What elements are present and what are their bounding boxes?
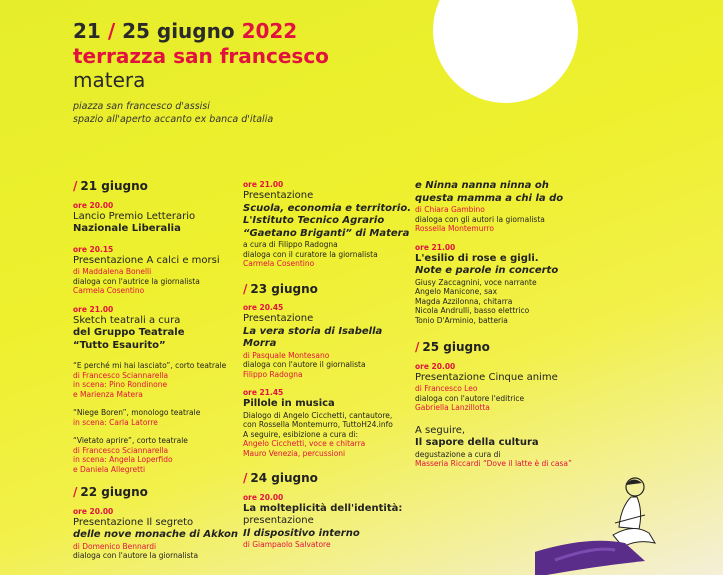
program-item: ore 21.45 Pillole in musica Dialogo di Angelo Cicchetti, cantautore, con Rossella Montemurro, TuttoH24.info A seguire, esibizione a cura di: Angelo Cicchetti, voce e chitarra Mauro Venezia, percussioni <box>243 388 393 458</box>
city-name: matera <box>73 68 146 92</box>
address: piazza san francesco d'assisi spazio all'aperto accanto ex banca d'italia <box>73 101 274 125</box>
day-heading: / 23 giugno <box>243 281 318 296</box>
program-item: ore 20.15 Presentazione A calci e morsi di Maddalena Bonelli dialoga con l'autrice la giornalista Carmela Cosentino <box>73 244 220 295</box>
program-item: ore 20.00 Presentazione Cinque anime di Francesco Leo dialoga con l'autore l'editrice Gabriella Lanzillotta <box>415 361 558 412</box>
reading-person-illustration <box>535 475 685 575</box>
event-dates: 21 / 25 giugno 2022 <box>73 19 298 43</box>
program-item: ore 21.00 Presentazione Scuola, economia e territorio. L'Istituto Tecnico Agrario “Gaetano Briganti” di Matera a cura di Filippo Radogna dialoga con il curatore la giornalista Carmela Cosentino <box>243 180 412 268</box>
moon-circle <box>433 0 578 103</box>
program-item: ore 21.00 L'esilio di rose e gigli. Note e parole in concerto Giusy Zaccagnini, voce narrante Angelo Manicone, sax Magda Azzilonna, chitarra Nicola Andrulli, basso elettrico Tonio D'Arminio, batteria <box>415 242 559 325</box>
program-item: e Ninna nanna ninna oh questa mamma a chi la do di Chiara Gambino dialoga con gli autori la giornalista Rossella Montemurro <box>415 180 564 233</box>
program-item: ore 20.00 Presentazione Il segreto delle nove monache di Akkon di Domenico Bennardi dialoga con l'autore la giornalista <box>73 506 239 560</box>
program-item: ore 20.00 Lancio Premio Letterario Nazionale Liberalia <box>73 200 196 234</box>
sketch-item: “Vietato aprire”, corto teatrale di Francesco Sciannarella in scena: Angela Loperfido e Daniela Allegretti <box>73 436 188 474</box>
program-item: ore 20.45 Presentazione La vera storia di Isabella Morra di Pasquale Montesano dialoga con l'autore il giornalista Filippo Radogna <box>243 303 383 379</box>
program-column-2 <box>243 180 413 559</box>
event-header <box>73 18 329 126</box>
day-heading: / 25 giugno <box>415 340 490 354</box>
program-column-3 <box>415 180 605 478</box>
program-item: A seguire, Il sapore della cultura degustazione a cura di Masseria Riccardi “Dove il latte è di casa” <box>415 424 572 468</box>
sketch-item: “Niege Boren”, monologo teatrale in scena: Carla Latorre <box>73 408 201 427</box>
venue-name: terrazza san francesco <box>73 44 329 68</box>
program-item: ore 21.00 Sketch teatrali a cura del Gruppo Teatrale “Tutto Esaurito” <box>73 304 185 351</box>
day-heading: / 21 giugno <box>73 179 148 193</box>
program-item: ore 20.00 La molteplicità dell'identità: presentazione Il dispositivo interno di Giampaolo Salvatore <box>243 492 403 549</box>
day-heading: / 24 giugno <box>243 471 318 485</box>
program-column-1 <box>73 180 243 570</box>
day-heading: / 22 giugno <box>73 485 148 499</box>
sketch-item: “E perché mi hai lasciato”, corto teatrale di Francesco Sciannarella in scena: Pino Rondinone e Marienza Matera <box>73 361 227 399</box>
